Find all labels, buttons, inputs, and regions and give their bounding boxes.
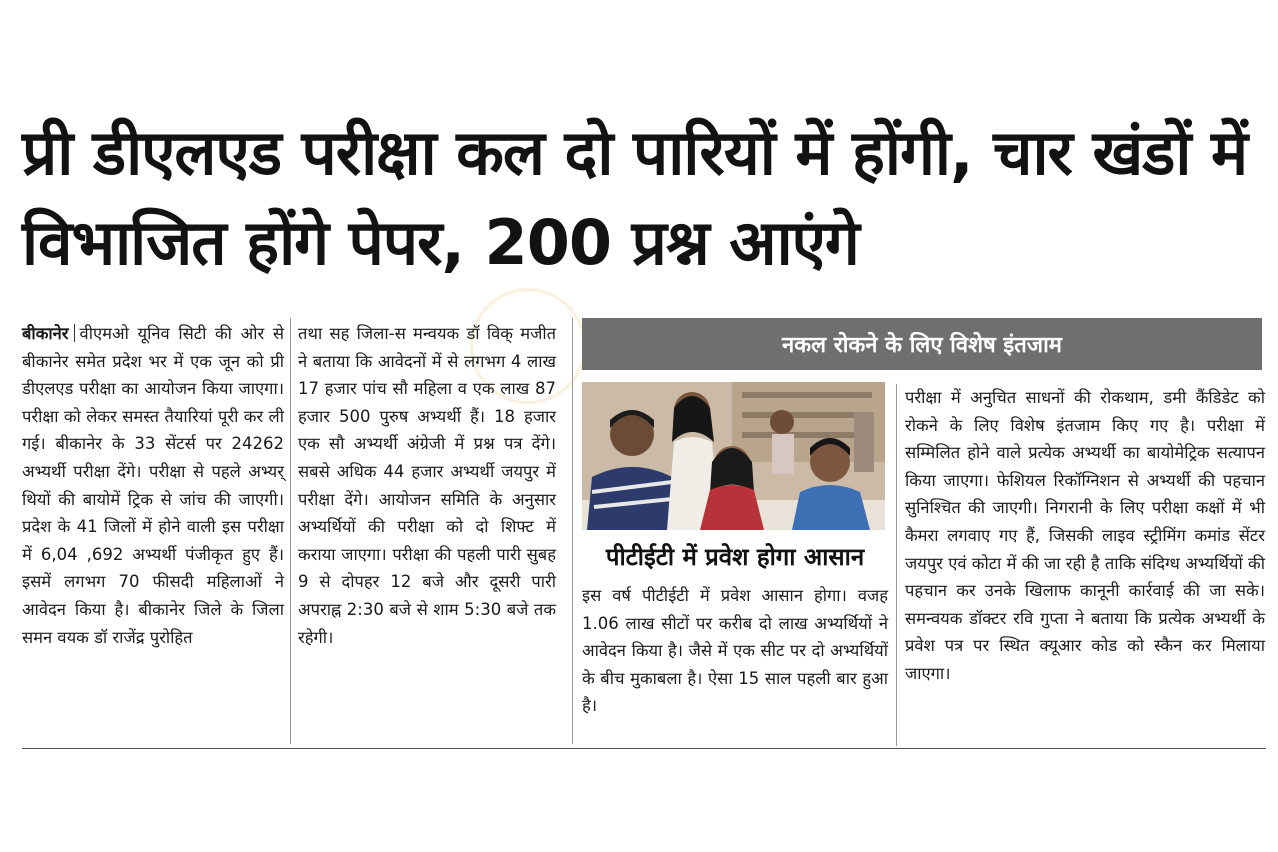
sidebox-header: नकल रोकने के लिए विशेष इंतजाम bbox=[582, 318, 1262, 370]
article-column-1 bbox=[22, 320, 284, 651]
sidebox-subhead: पीटीईटी में प्रवेश होगा आसान bbox=[605, 543, 865, 571]
column-divider bbox=[896, 384, 897, 746]
security-text: परीक्षा में अनुचित साधनों की रोकथाम, डमी कैंडिडेट को रोकने के लिए विशेष इंतजाम किए गए है। परीक्षा में सम्मिलित होने वाले प्रत्येक अभ्यर्थी का बायोमेट्रिक सत्यापन किया जाएगा। फेशियल रिकॉग्निशन से अभ्यर्थी की पहचान सुनिश्चित की जाएगी। निगरानी के लिए परीक्षा कक्षों में भी कैमरा लगवाए गए हैं, जिसकी लाइव स्ट्रीमिंग कमांड सेंटर जयपुर एवं कोटा में की जा रही है ताकि संदिग्ध अभ्यर्थियों की पहचान कर उनके खिलाफ कानूनी कार्रवाई की जा सके। समन्वयक डॉक्टर रवि गुप्ता ने बताया कि प्रत्येक अभ्यर्थी के प्रवेश पत्र पर स्थित क्यूआर कोड को स्कैन कर मिलाया जाएगा। bbox=[905, 388, 1265, 683]
bottom-rule bbox=[22, 748, 1266, 749]
students-photo bbox=[582, 382, 885, 530]
dateline: बीकानेर bbox=[22, 324, 69, 343]
dateline-separator bbox=[74, 324, 75, 342]
article-column-1-text: वीएमओ यूनिव सिटी की ओर से बीकानेर समेत प्रदेश भर में एक जून को प्री डीएलएड परीक्षा का आयोजन किया जाएगा। परीक्षा को लेकर समस्त तैयारियां पूरी कर ली गई। बीकानेर के 33 सेंटर्स पर 24262 अभ्यर्थी परीक्षा देंगे। परीक्षा से पहले अभ्यर् थियों की बायोमें ट्रिक से जांच की जाएगी। प्रदेश के 41 जिलों में होने वाली इस परीक्षा में 6,04 ,692 अभ्यर्थी पंजीकृत हुए हैं। इसमें लगभग 70 फीसदी महिलाओं ने आवेदन किया है। बीकानेर जिले के जिला समन वयक डॉ राजेंद्र पुरोहित bbox=[22, 324, 284, 647]
article-column-2: तथा सह जिला-स मन्वयक डॉ विक् मजीत ने बताया कि आवेदनों में से लगभग 4 लाख 17 हजार पांच सौ महिला व एक लाख 87 हजार 500 पुरुष अभ्यर्थी हैं। 18 हजार एक सौ अभ्यर्थी अंग्रेजी में प्रश्न पत्र देंगे। सबसे अधिक 44 हजार अभ्यर्थी जयपुर में परीक्षा देंगे। आयोजन समिति के अनुसार अभ्यर्थियों की परीक्षा को दो शिफ्ट में कराया जाएगा। परीक्षा की पहली पारी सुबह 9 से दोपहर 12 बजे और दूसरी पारी अपराह्न 2:30 बजे से शाम 5:30 बजे तक रहेगी। bbox=[298, 324, 556, 647]
ptet-text: इस वर्ष पीटीईटी में प्रवेश आसान होगा। वजह 1.06 लाख सीटों पर करीब दो लाख अभ्यर्थियों ने आवेदन किया है। जैसे में एक सीट पर दो अभ्यर्थियों के बीच मुकाबला है। ऐसा 15 साल पहली बार हुआ है। bbox=[582, 586, 888, 716]
headline: प्री डीएलएड परीक्षा कल दो पारियों में होंगी, चार खंडों में विभाजित होंगे पेपर, 200 प्रश्न आएंगे bbox=[22, 116, 1248, 279]
column-divider bbox=[290, 318, 291, 744]
column-divider bbox=[572, 318, 573, 744]
students-photo-illustration bbox=[582, 382, 885, 530]
